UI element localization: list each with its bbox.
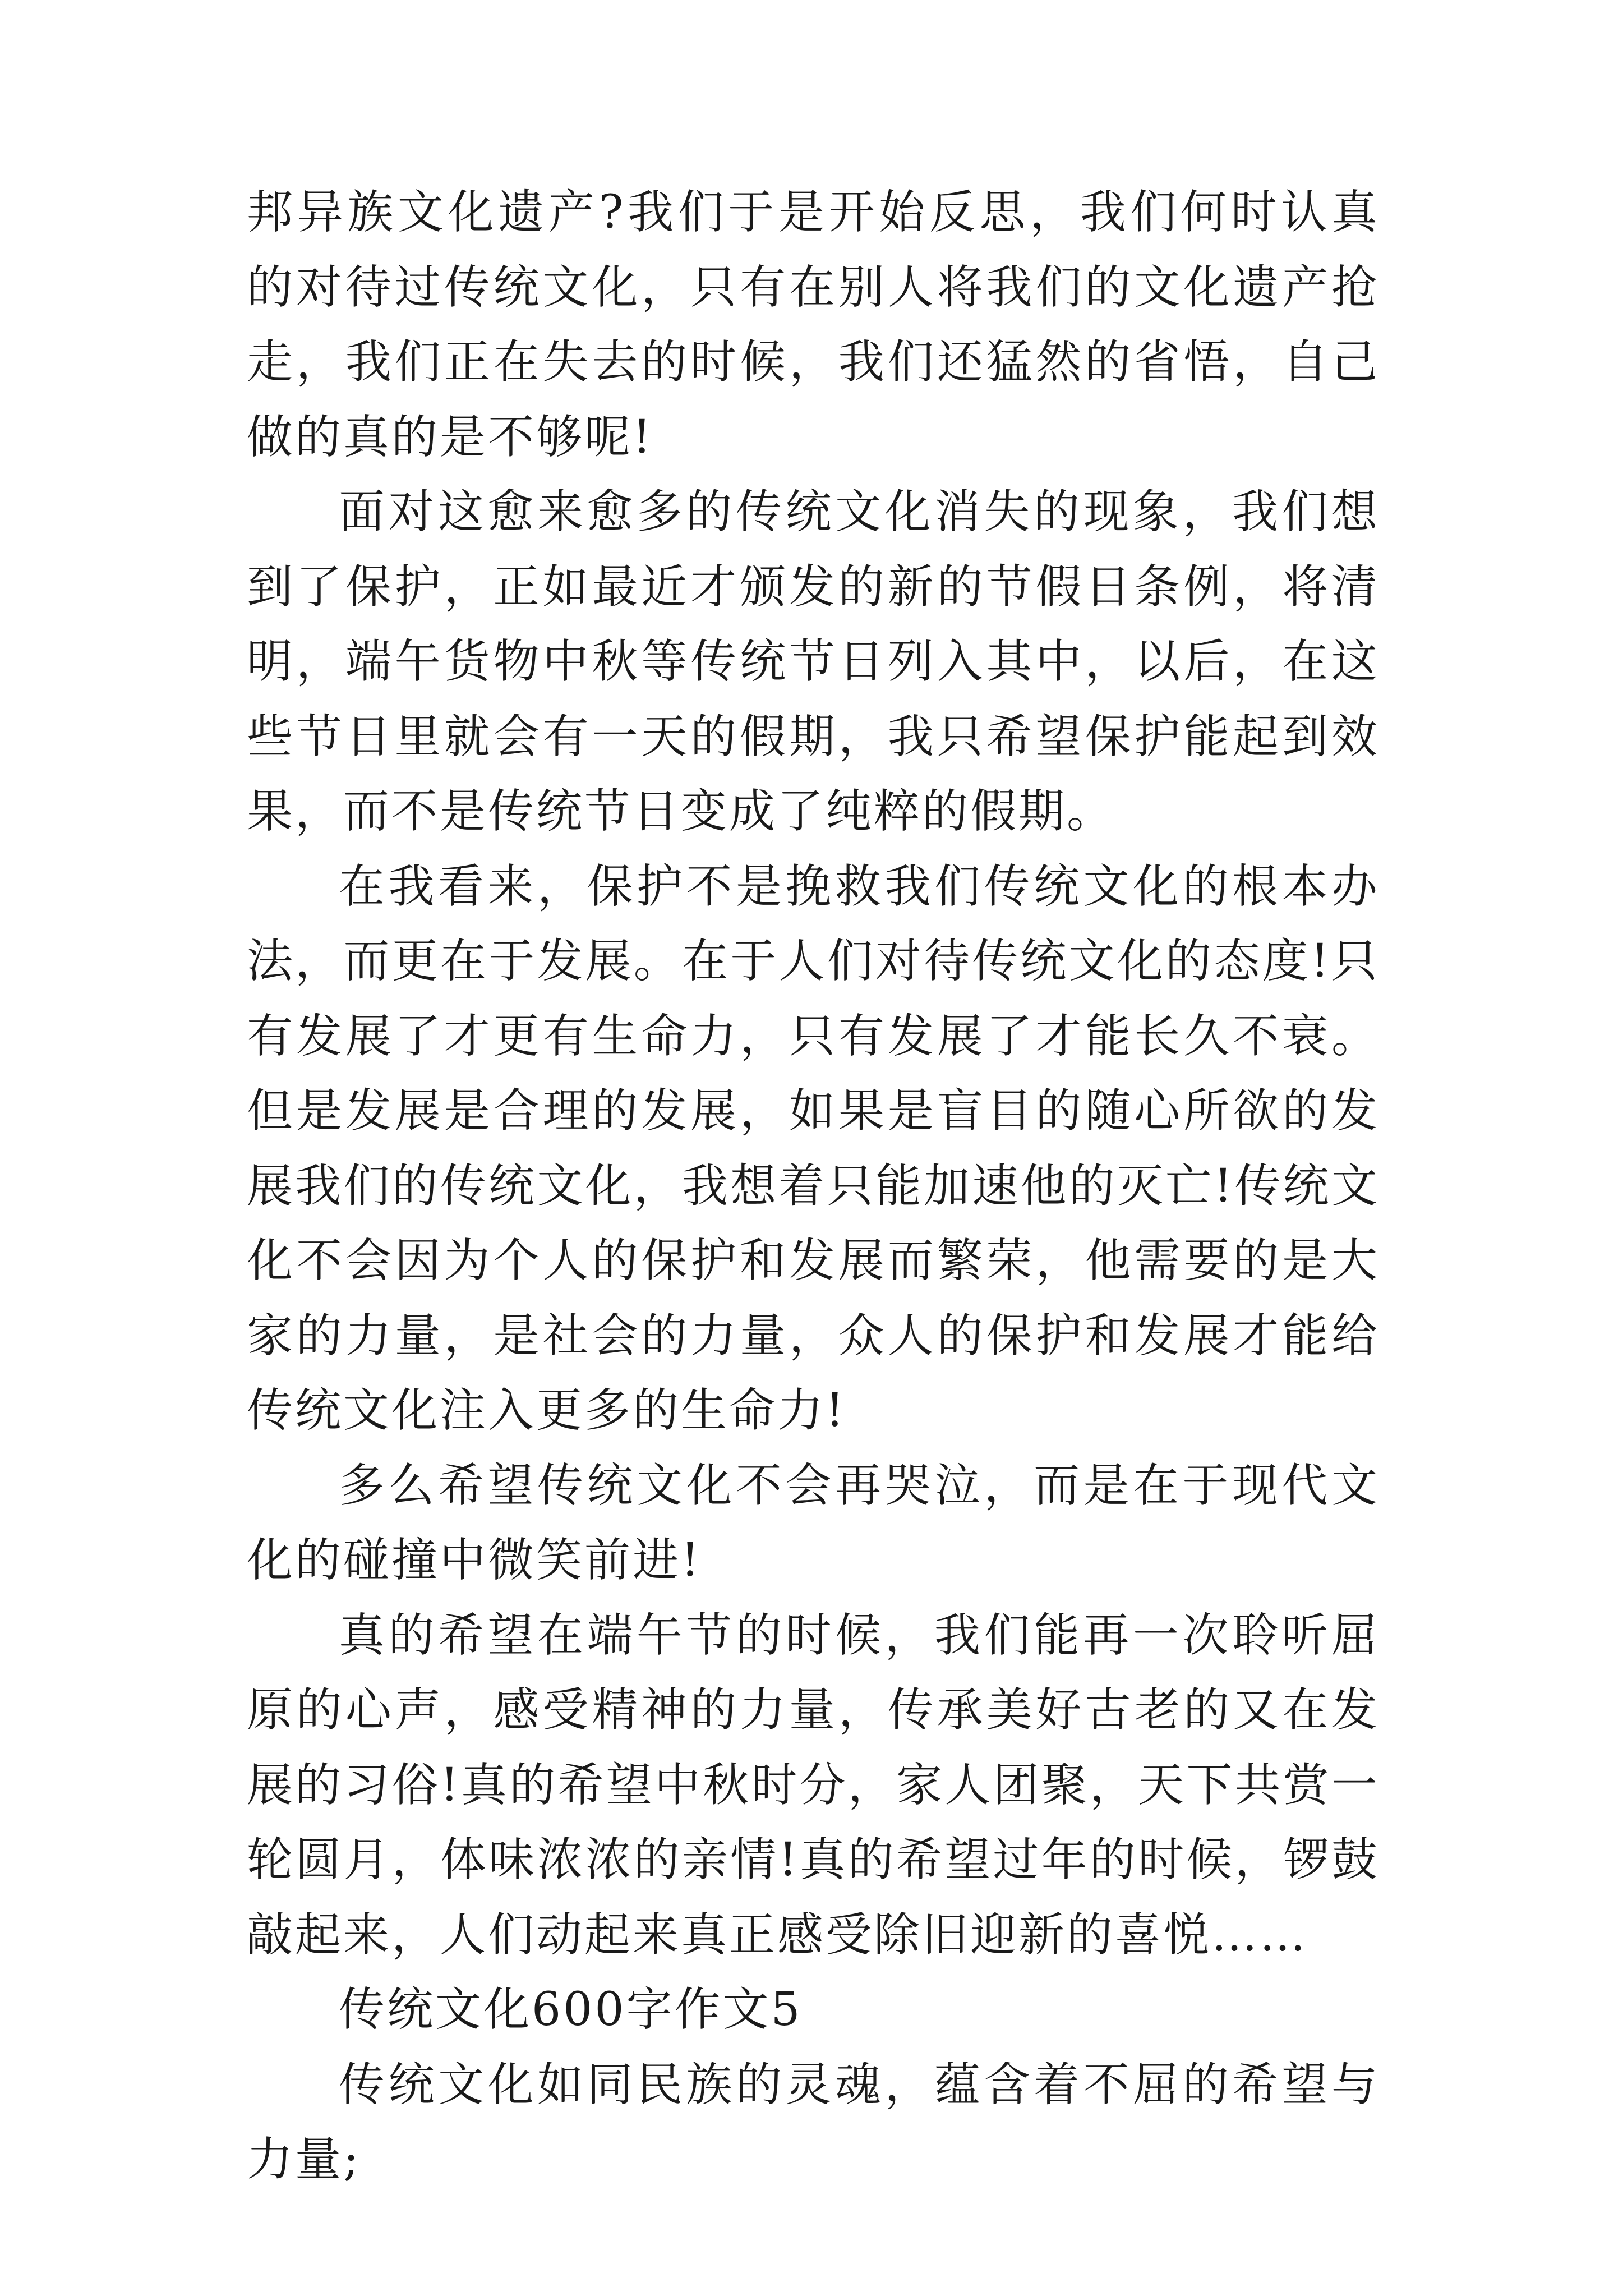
paragraph-5: 真的希望在端午节的时候，我们能再一次聆听屈原的心声，感受精神的力量，传承美好古老的又在发展的习俗!真的希望中秋时分，家人团聚，天下共赏一轮圆月，体味浓浓的亲情!真的希望过年的时候，锣鼓敲起来，人们动起来真正感受除旧迎新的喜悦…… bbox=[247, 1608, 1380, 1962]
document-body bbox=[247, 175, 1380, 2197]
paragraph-6: 传统文化如同民族的灵魂，蕴含着不屈的希望与力量; bbox=[247, 2058, 1380, 2186]
paragraph-4: 多么希望传统文化不会再哭泣，而是在于现代文化的碰撞中微笑前进! bbox=[247, 1458, 1380, 1587]
paragraph-1: 邦异族文化遗产?我们于是开始反思，我们何时认真的对待过传统文化，只有在别人将我们的文化遗产抢走，我们正在失去的时候，我们还猛然的省悟，自己做的真的是不够呢! bbox=[247, 186, 1380, 464]
essay-heading: 传统文化600字作文5 bbox=[339, 1983, 803, 2036]
paragraph-3: 在我看来，保护不是挽救我们传统文化的根本办法，而更在于发展。在于人们对待传统文化的态度!只有发展了才更有生命力，只有发展了才能长久不衰。但是发展是合理的发展，如果是盲目的随心所欲的发展我们的传统文化，我想着只能加速他的灭亡!传统文化不会因为个人的保护和发展而繁荣，他需要的是大家的力量，是社会的力量，众人的保护和发展才能给传统文化注入更多的生命力! bbox=[247, 859, 1380, 1437]
paragraph-2: 面对这愈来愈多的传统文化消失的现象，我们想到了保护，正如最近才颁发的新的节假日条例，将清明，端午货物中秋等传统节日列入其中，以后，在这些节日里就会有一天的假期，我只希望保护能起到效果，而不是传统节日变成了纯粹的假期。 bbox=[247, 485, 1380, 838]
